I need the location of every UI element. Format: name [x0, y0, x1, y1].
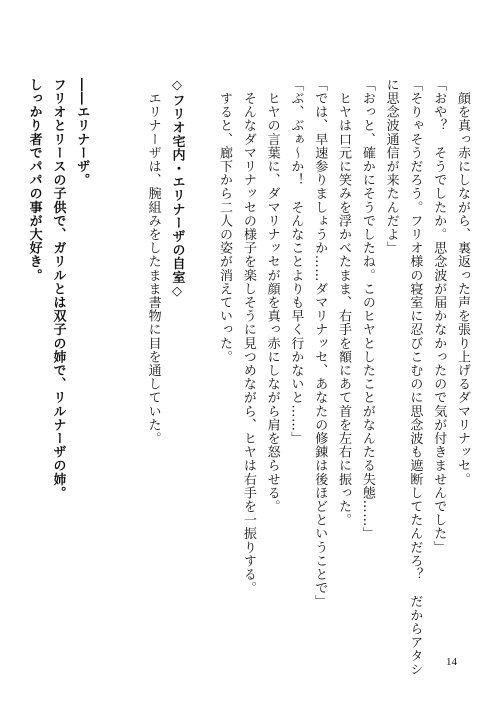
- text-line: 「ぶ、ぶぁ～か！ そんなことよりも早く行かないと……」: [288, 78, 304, 446]
- blank-line: [117, 78, 141, 618]
- text-line: 「そりゃそうだろう。フリオ様の寝室に忍びこむのに思念波も遮断してたんだろ？ だからアタシ: [407, 78, 423, 677]
- blank-line: [188, 78, 212, 618]
- text-line: に思念波通信が来たんだよ」: [383, 78, 399, 255]
- text-line: 顔を真っ赤にしながら、裏返った声を張り上げるダマリナッセ。: [455, 78, 470, 486]
- blank-line: [93, 78, 117, 618]
- text-line: すると、廊下から二人の姿が消えていった。: [217, 78, 233, 364]
- text-line: 「おや？ そうでしたか。思念波が届かなかったので気が付きませんでした」: [431, 78, 447, 554]
- text-line: 「では、早速参りましょうか……ダマリナッセ、あなたの修錬は後ほどということで」: [312, 78, 328, 609]
- text-line: 「おっと、確かにそうでしたね。このヒヤとしたことがなんたる失態……」: [359, 78, 375, 541]
- text-line: ◇フリオ宅内・エリナーザの自室◇: [169, 78, 185, 300]
- page-number: 14: [446, 656, 457, 668]
- text-line: エリナーザは、腕組みをしたまま書物に目を通していた。: [145, 78, 161, 446]
- text-line: ヒヤは口元に笑みを浮かべたまま、右手を額にあて首を左右に振った。: [336, 78, 352, 527]
- text-line: ヒヤの言葉に、ダマリナッセが顔を真っ赤にしながら肩を怒らせる。: [264, 78, 280, 514]
- text-line: そんなダマリナッセの様子を楽しそうに見つめながら、ヒヤは右手を一振りする。: [240, 78, 256, 595]
- text-line: しっかり者でパパの事が大好き。: [26, 78, 42, 282]
- text-line: ――エリナーザ。: [74, 78, 90, 187]
- text-line: フリオとリースの子供で、ガリルとは双子の姉で、リルナーザの姉。: [50, 78, 66, 500]
